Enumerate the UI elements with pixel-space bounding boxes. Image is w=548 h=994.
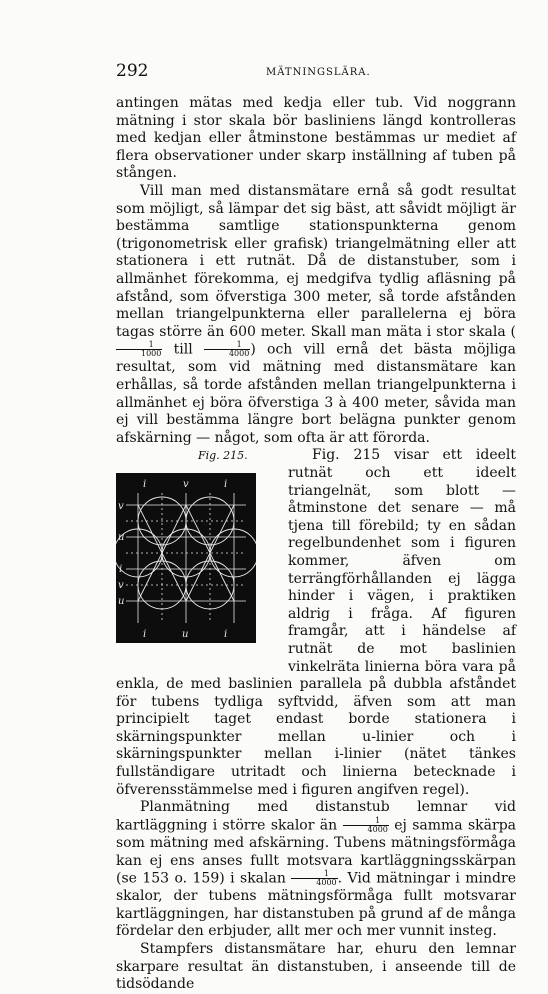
paragraph-2-text-b: ) och vill ernå det bästa möjliga resultat, som vid mätning med distansmätare kan erhållas, så torde afstånden mellan triangelpunkterna i allmänhet ej böra öfverstiga 3 à 400 meter, såvida man ej vill bestämma längre bort belägna punkter genom afskärning — något, som ofta är att förorda.: [116, 341, 516, 446]
fraction-numerator: 1: [343, 817, 389, 826]
fraction-1-4000-b: [291, 870, 337, 887]
paragraph-4-text-b: ej samma skärpa som mätning med afskärning. Tubens mätningsförmåga kan ej ens anses fullt motsvara kartläggningsskärpan (se 153 o. 159) i skalan: [116, 817, 517, 887]
running-title: MÄTNINGSLÄRA.: [266, 67, 371, 78]
paragraph-2-text-a: Vill man med distansmätare ernå så godt resultat som möjligt, så lämpar det sig bäst, att såvidt möjligt är bestämma samtlige stationspunkterna genom (trigonometrisk eller grafisk) triangelmätning eller att stationera i ett rutnät. Då de distanstuber, som i allmänhet förekomma, ej medgifva tydlig afläsning på afstånd, som öfverstiga 300 meter, så torde afstånden mellan triangelpunkterna eller parallelerna ej böra tagas större än 600 meter. Skall man mäta i stor skala (: [116, 182, 516, 340]
paragraph-2-till: till: [162, 341, 204, 358]
label-left-3: i: [119, 564, 123, 576]
fraction-1-4000: [204, 341, 250, 358]
paragraph-1: antingen mätas med kedja eller tub. Vid noggrann mätning i stor skala bör basliniens längd kontrolleras med kedjan eller åtminstone bestämmas ur mediet af flera observationer under skarp inställning af tuben på stången.: [116, 95, 516, 182]
paragraph-4-text-a: Planmätning med distanstub lemnar vid kartläggning i större skalor än: [116, 799, 516, 834]
fraction-denominator: 4000: [228, 349, 250, 359]
fraction-numerator: 1: [116, 341, 162, 350]
fraction-denominator: 4000: [316, 878, 337, 888]
label-top-right: i: [224, 479, 228, 491]
fraction-denominator: 1000: [141, 349, 162, 359]
grid-triangle-diagram: [116, 473, 256, 643]
fraction-numerator: 1: [291, 870, 337, 879]
paragraph-4-text-c: . Vid mätningar i mindre skalor, der tubens mätningsförmåga fullt motsvarar kartläggningen, har distanstuben på grund af de många fördelar den erbjuder, allt mer och mer vunnit insteg.: [116, 870, 516, 940]
paragraph-5: Stampfers distansmätare har, ehuru den lemnar skarpare resultat än distanstuben, i anseende till de tidsödande: [116, 941, 516, 993]
figure-215: [116, 447, 278, 661]
paragraph-4: [116, 799, 516, 941]
figure-caption: Fig. 215.: [198, 449, 248, 463]
page-number: 292: [116, 61, 149, 81]
label-top-left: i: [143, 479, 147, 491]
paragraph-2: [116, 183, 516, 447]
label-bottom-left: i: [143, 629, 147, 641]
body-text: [116, 95, 516, 994]
label-top-mid: v: [183, 479, 189, 491]
fraction-1-1000: [116, 341, 162, 358]
label-left-4: v: [118, 580, 124, 592]
label-left-1: v: [118, 501, 124, 513]
fraction-denominator: 4000: [367, 824, 388, 834]
label-bottom-right: i: [224, 629, 228, 641]
paragraph-3-text: Fig. 215 visar ett ideelt rutnät och ett ideelt triangelnät, som blott — åtminstone det senare — må tjena till förebild; ty en sådan regelbundenhet som i figuren kommer, äfven om terrängförhållanden ej lägga hinder i vägen, i praktiken aldrig i fråga. Af figuren framgår, att i händelse af rutnät de mot baslinien vinkelräta linierna böra vara på enkla, de med baslinien parallela på dubbla afståndet för tubens tydliga syftvidd, äfven som att man principielt taget endast borde stationera i skärningspunkter mellan u-linier och i skärningspunkter mellan i-linier (nätet tänkes fullständigare utritadt och linierna betecknade i öfverensstämmelse med i figuren angifven regel).: [116, 447, 516, 798]
label-left-5: u: [118, 596, 125, 608]
fraction-1-4000-a: [343, 817, 389, 834]
paragraph-3: [116, 447, 516, 799]
fraction-numerator: 1: [204, 341, 250, 350]
label-left-2: u: [118, 532, 125, 544]
label-bottom-mid: u: [182, 629, 189, 641]
